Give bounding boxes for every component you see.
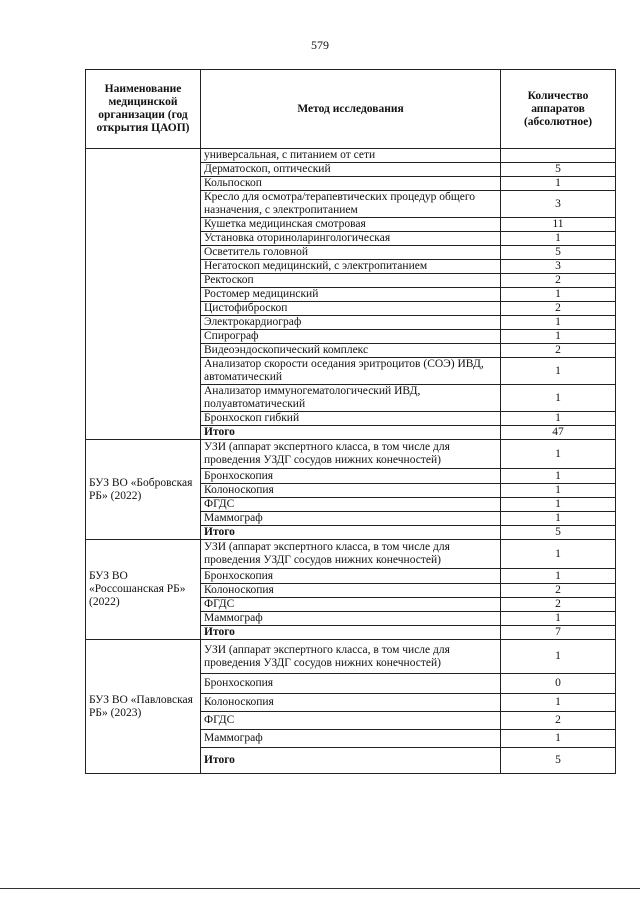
method-cell: Маммограф (201, 512, 501, 526)
count-cell: 1 (501, 440, 616, 469)
total-label: Итого (201, 626, 501, 640)
method-cell: Бронхоскоп гибкий (201, 412, 501, 426)
count-cell: 1 (501, 640, 616, 674)
method-cell: УЗИ (аппарат экспертного класса, в том числе для проведения УЗДГ сосудов нижних конечностей) (201, 640, 501, 674)
header-method: Метод исследования (201, 70, 501, 149)
count-cell: 3 (501, 191, 616, 218)
count-cell: 0 (501, 674, 616, 694)
method-cell: Спирограф (201, 330, 501, 344)
total-label: Итого (201, 748, 501, 774)
method-cell: Дерматоскоп, оптический (201, 163, 501, 177)
page-number: 579 (311, 38, 329, 52)
method-cell: Колоноскопия (201, 694, 501, 712)
method-cell: ФГДС (201, 498, 501, 512)
count-cell: 1 (501, 730, 616, 748)
method-cell: УЗИ (аппарат экспертного класса, в том числе для проведения УЗДГ сосудов нижних конечностей) (201, 440, 501, 469)
equipment-table (85, 69, 616, 774)
method-cell: Колоноскопия (201, 584, 501, 598)
method-cell: Электрокардиограф (201, 316, 501, 330)
method-cell: Кушетка медицинская смотровая (201, 218, 501, 232)
method-cell: Бронхоскопия (201, 674, 501, 694)
total-label: Итого (201, 426, 501, 440)
table-header-row (86, 70, 616, 149)
count-cell: 2 (501, 598, 616, 612)
method-cell: Маммограф (201, 612, 501, 626)
org-name-cell (86, 149, 201, 440)
table-row (86, 640, 616, 674)
method-cell: Колоноскопия (201, 484, 501, 498)
count-cell: 1 (501, 232, 616, 246)
count-cell: 2 (501, 584, 616, 598)
count-cell: 3 (501, 260, 616, 274)
method-cell: Анализатор иммуногематологический ИВД, полуавтоматический (201, 385, 501, 412)
count-cell: 1 (501, 469, 616, 484)
count-cell: 1 (501, 177, 616, 191)
count-cell: 1 (501, 412, 616, 426)
org-name-cell: БУЗ ВО «Бобровская РБ» (2022) (86, 440, 201, 540)
count-cell: 2 (501, 274, 616, 288)
method-cell: Бронхоскопия (201, 469, 501, 484)
method-cell: универсальная, с питанием от сети (201, 149, 501, 163)
total-value: 5 (501, 526, 616, 540)
method-cell: Анализатор скорости оседания эритроцитов (СОЭ) ИВД, автоматический (201, 358, 501, 385)
method-cell: Кольпоскоп (201, 177, 501, 191)
count-cell: 2 (501, 302, 616, 316)
method-cell: ФГДС (201, 598, 501, 612)
count-cell: 1 (501, 385, 616, 412)
method-cell: Установка оториноларингологическая (201, 232, 501, 246)
method-cell: Видеоэндоскопический комплекс (201, 344, 501, 358)
count-cell: 1 (501, 694, 616, 712)
count-cell: 1 (501, 358, 616, 385)
table-row (86, 149, 616, 163)
method-cell: Ректоскоп (201, 274, 501, 288)
table-row (86, 540, 616, 569)
method-cell: Маммограф (201, 730, 501, 748)
count-cell (501, 149, 616, 163)
count-cell: 1 (501, 498, 616, 512)
count-cell: 1 (501, 569, 616, 584)
method-cell: Ростомер медицинский (201, 288, 501, 302)
header-count: Количество аппаратов (абсолютное) (501, 70, 616, 149)
count-cell: 1 (501, 330, 616, 344)
count-cell: 5 (501, 163, 616, 177)
count-cell: 1 (501, 540, 616, 569)
total-label: Итого (201, 526, 501, 540)
count-cell: 2 (501, 344, 616, 358)
count-cell: 5 (501, 246, 616, 260)
count-cell: 1 (501, 484, 616, 498)
total-value: 7 (501, 626, 616, 640)
total-value: 47 (501, 426, 616, 440)
method-cell: ФГДС (201, 712, 501, 730)
count-cell: 1 (501, 512, 616, 526)
org-name-cell: БУЗ ВО «Павловская РБ» (2023) (86, 640, 201, 774)
table-row (86, 440, 616, 469)
method-cell: Кресло для осмотра/терапевтических процедур общего назначения, с электропитанием (201, 191, 501, 218)
method-cell: Цистофиброскоп (201, 302, 501, 316)
total-value: 5 (501, 748, 616, 774)
table-body (86, 149, 616, 774)
count-cell: 1 (501, 612, 616, 626)
org-name-cell: БУЗ ВО «Россошанская РБ» (2022) (86, 540, 201, 640)
count-cell: 2 (501, 712, 616, 730)
count-cell: 11 (501, 218, 616, 232)
method-cell: Негатоскоп медицинский, с электропитанием (201, 260, 501, 274)
header-org: Наименование медицинской организации (год открытия ЦАОП) (86, 70, 201, 149)
method-cell: Осветитель головной (201, 246, 501, 260)
bottom-rule (0, 888, 640, 889)
count-cell: 1 (501, 288, 616, 302)
method-cell: УЗИ (аппарат экспертного класса, в том числе для проведения УЗДГ сосудов нижних конечностей) (201, 540, 501, 569)
method-cell: Бронхоскопия (201, 569, 501, 584)
count-cell: 1 (501, 316, 616, 330)
